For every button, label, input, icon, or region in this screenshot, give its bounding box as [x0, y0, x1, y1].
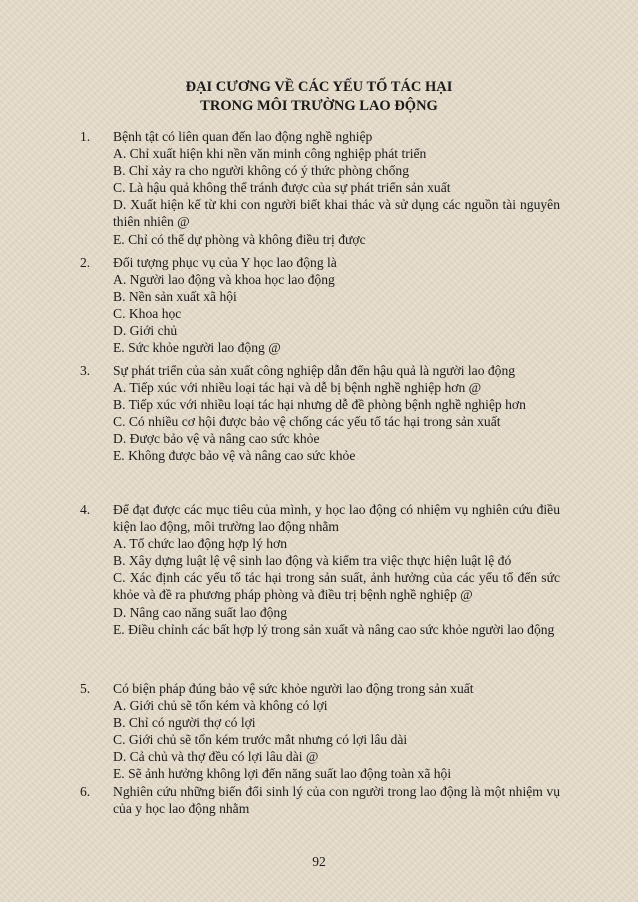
answer-option-b: B. Chỉ có người thợ có lợi [113, 715, 256, 731]
question-stem: Để đạt được các mục tiêu của mình, y học lao động có nhiệm vụ nghiên cứu điều kiện lao động, môi trường lao động nhằm [113, 502, 560, 535]
answer-option-e: E. Không được bảo vệ và nâng cao sức khỏe [113, 448, 356, 464]
question-number: 6. [80, 784, 91, 799]
answer-option-e: E. Điều chỉnh các bất hợp lý trong sản xuất và nâng cao sức khỏe người lao động [113, 621, 555, 637]
page-number: 92 [312, 854, 326, 869]
question-stem: Bệnh tật có liên quan đến lao động nghề nghiệp [113, 129, 373, 144]
question-stem: Sự phát triển của sản xuất công nghiệp dẫn đến hậu quả là người lao động [113, 363, 516, 378]
question-3 [80, 362, 560, 465]
question-4 [80, 501, 560, 638]
question-number: 2. [80, 255, 91, 270]
answer-option-a: A. Chỉ xuất hiện khi nền văn minh công nghiệp phát triển [113, 146, 427, 162]
answer-option-c: C. Xác định các yếu tố tác hại trong sản suất, ảnh hưởng của các yếu tố đến sức khỏe và đề ra phương pháp phòng và điều trị bệnh nghề nghiệp @ [113, 570, 560, 603]
question-stem: Đối tượng phục vụ của Y học lao động là [113, 255, 337, 270]
answer-option-d: D. Xuất hiện kể từ khi con người biết khai thác và sử dụng các nguồn tài nguyên thiên nhiên @ [113, 197, 560, 230]
question-stem: Có biện pháp đúng bảo vệ sức khỏe người lao động trong sản xuất [113, 681, 474, 696]
answer-option-a: A. Tiếp xúc với nhiều loại tác hại và dễ bị bệnh nghề nghiệp hơn @ [113, 380, 482, 396]
answer-option-b: B. Nền sản xuất xã hội [113, 289, 237, 305]
answer-option-a: A. Tổ chức lao động hợp lý hơn [113, 536, 288, 552]
answer-option-d: D. Giới chủ [113, 323, 178, 339]
question-2 [80, 254, 560, 357]
document-title-line-1: ĐẠI CƯƠNG VỀ CÁC YẾU TỐ TÁC HẠI [185, 79, 453, 95]
answer-option-e: E. Sức khỏe người lao động @ [113, 340, 281, 356]
answer-option-d: D. Cả chủ và thợ đều có lợi lâu dài @ [113, 749, 319, 765]
answer-option-b: B. Chỉ xảy ra cho người không có ý thức phòng chống [113, 163, 410, 179]
answer-option-c: C. Có nhiều cơ hội được bảo vệ chống các yếu tố tác hại trong sản xuất [113, 414, 501, 430]
question-5 [80, 680, 560, 783]
question-stem: Nghiên cứu những biến đổi sinh lý của con người trong lao động là một nhiệm vụ của y học lao động nhằm [113, 784, 560, 817]
question-1 [80, 128, 560, 248]
question-6 [80, 783, 560, 817]
answer-option-a: A. Giới chủ sẽ tốn kém và không có lợi [113, 698, 328, 714]
question-number: 5. [80, 681, 91, 696]
document-title-line-2: TRONG MÔI TRƯỜNG LAO ĐỘNG [200, 98, 438, 114]
answer-option-d: D. Nâng cao năng suất lao động [113, 604, 288, 620]
question-number: 4. [80, 502, 91, 517]
answer-option-e: E. Chỉ có thể dự phòng và không điều trị được [113, 231, 366, 247]
answer-option-e: E. Sẽ ảnh hưởng không lợi đến năng suất lao động toàn xã hội [113, 766, 452, 782]
answer-option-c: C. Là hậu quả không thể tránh được của sự phát triển sản xuất [113, 180, 451, 196]
answer-option-b: B. Xây dựng luật lệ vệ sinh lao động và kiểm tra việc thực hiện luật lệ đó [113, 553, 512, 569]
answer-option-d: D. Được bảo vệ và nâng cao sức khỏe [113, 431, 320, 447]
question-number: 3. [80, 363, 91, 378]
question-number: 1. [80, 129, 91, 144]
answer-option-b: B. Tiếp xúc với nhiều loại tác hại nhưng dễ đề phòng bệnh nghề nghiệp hơn [113, 397, 526, 413]
answer-option-a: A. Người lao động và khoa học lao động [113, 272, 335, 288]
answer-option-c: C. Giới chủ sẽ tốn kém trước mắt nhưng có lợi lâu dài [113, 732, 408, 748]
answer-option-c: C. Khoa học [113, 306, 182, 322]
